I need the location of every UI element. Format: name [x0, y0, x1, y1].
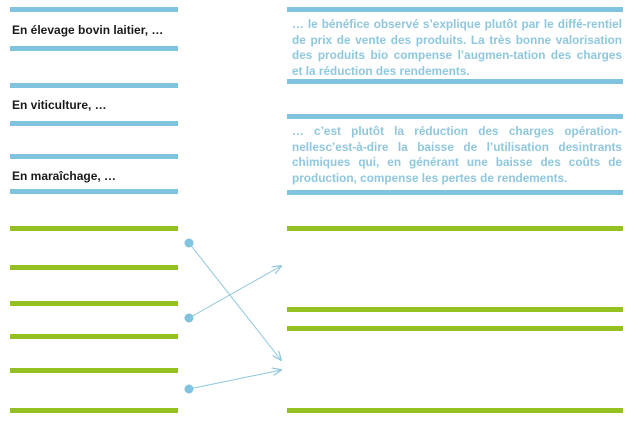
right-text-price-differential[interactable]: … le bénéfice observé s’explique plutôt par le diffé-rentiel de prix de vente des produits. La très bonne valorisation des produits bio compense l’augmen-tation des charges et la réduction des rendements. — [292, 17, 622, 78]
connector-2[interactable] — [185, 266, 282, 323]
connector-1[interactable] — [185, 239, 282, 361]
left-label-viticulture[interactable]: En viticulture, … — [12, 98, 107, 112]
left-label-market-gardening[interactable]: En maraîchage, … — [12, 169, 117, 183]
connector-3-arrow — [189, 370, 281, 389]
right-text-charge-reduction[interactable]: … c’est plutôt la réduction des charges opération-nellesc’est-à-dire la baisse de l’utilisation desintrants chimiques qui, en générant une baisse des coûts de production, compense les pertes de rendements. — [292, 124, 622, 185]
left-label-dairy[interactable]: En élevage bovin laitier, … — [12, 23, 164, 37]
connector-2-arrow — [189, 266, 281, 318]
connector-1-arrow — [189, 243, 281, 360]
connector-3[interactable] — [185, 370, 282, 394]
